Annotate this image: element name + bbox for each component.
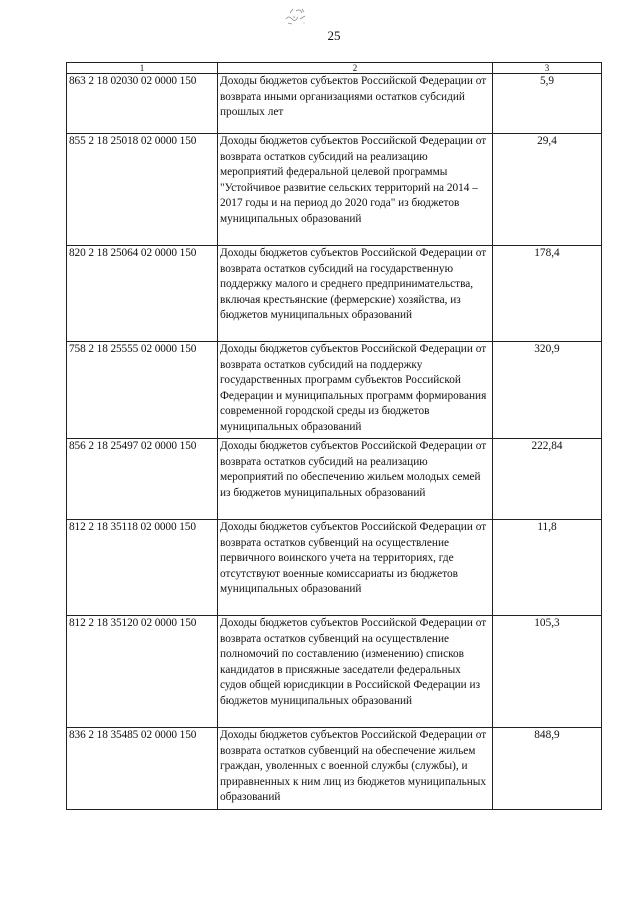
description-cell: Доходы бюджетов субъектов Российской Федерации от возврата остатков субсидий на реализацию мероприятий федеральной целевой программы "Устойчивое развитие сельских территорий на 2014 – 2017 годы и на период до 2020 года" из бюджетов муниципальных образований xyxy=(218,134,493,246)
column-header-3: 3 xyxy=(493,63,602,74)
table-row xyxy=(67,134,602,246)
column-header-2: 2 xyxy=(218,63,493,74)
table-row xyxy=(67,74,602,134)
table-row xyxy=(67,616,602,728)
budget-code-cell: 758 2 18 25555 02 0000 150 xyxy=(67,342,218,439)
page-number: 25 xyxy=(327,28,341,43)
amount-cell: 848,9 xyxy=(493,728,602,810)
description-cell: Доходы бюджетов субъектов Российской Федерации от возврата остатков субвенций на осуществление первичного воинского учета на территориях, где отсутствуют военные комиссариаты из бюджетов муниципальных образований xyxy=(218,520,493,616)
budget-code-cell: 820 2 18 25064 02 0000 150 xyxy=(67,246,218,342)
budget-code-cell: 863 2 18 02030 02 0000 150 xyxy=(67,74,218,134)
amount-cell: 320,9 xyxy=(493,342,602,439)
description-cell: Доходы бюджетов субъектов Российской Федерации от возврата остатков субвенций на осуществление полномочий по составлению (изменению) списков кандидатов в присяжные заседатели федеральных судов общей юрисдикции в Российской Федерации из бюджетов муниципальных образований xyxy=(218,616,493,728)
table-row xyxy=(67,728,602,810)
description-cell: Доходы бюджетов субъектов Российской Федерации от возврата остатков субсидий на государственную поддержку малого и среднего предпринимательства, включая крестьянские (фермерские) хозяйства, из бюджетов муниципальных образований xyxy=(218,246,493,342)
amount-cell: 105,3 xyxy=(493,616,602,728)
column-header-1: 1 xyxy=(67,63,218,74)
budget-code-cell: 856 2 18 25497 02 0000 150 xyxy=(67,439,218,520)
amount-cell: 11,8 xyxy=(493,520,602,616)
table-row xyxy=(67,342,602,439)
budget-code-cell: 855 2 18 25018 02 0000 150 xyxy=(67,134,218,246)
table-row xyxy=(67,246,602,342)
amount-cell: 5,9 xyxy=(493,74,602,134)
description-cell: Доходы бюджетов субъектов Российской Федерации от возврата иными организациями остатков субсидий прошлых лет xyxy=(218,74,493,134)
table-row xyxy=(67,520,602,616)
amount-cell: 29,4 xyxy=(493,134,602,246)
budget-code-cell: 812 2 18 35118 02 0000 150 xyxy=(67,520,218,616)
ink-mark xyxy=(282,5,312,29)
table-row xyxy=(67,439,602,520)
budget-code-cell: 812 2 18 35120 02 0000 150 xyxy=(67,616,218,728)
budget-code-cell: 836 2 18 35485 02 0000 150 xyxy=(67,728,218,810)
amount-cell: 222,84 xyxy=(493,439,602,520)
description-cell: Доходы бюджетов субъектов Российской Федерации от возврата остатков субвенций на обеспечение жильем граждан, уволенных с военной службы (службы), и приравненных к ним лиц из бюджетов муниципальных образований xyxy=(218,728,493,810)
description-cell: Доходы бюджетов субъектов Российской Федерации от возврата остатков субсидий на реализацию мероприятий по обеспечению жильем молодых семей из бюджетов муниципальных образований xyxy=(218,439,493,520)
amount-cell: 178,4 xyxy=(493,246,602,342)
header-row xyxy=(67,63,602,74)
revenue-table xyxy=(66,62,602,810)
description-cell: Доходы бюджетов субъектов Российской Федерации от возврата остатков субсидий на поддержку государственных программ субъектов Российской Федерации и муниципальных программ формирования современной городской среды из бюджетов муниципальных образований xyxy=(218,342,493,439)
